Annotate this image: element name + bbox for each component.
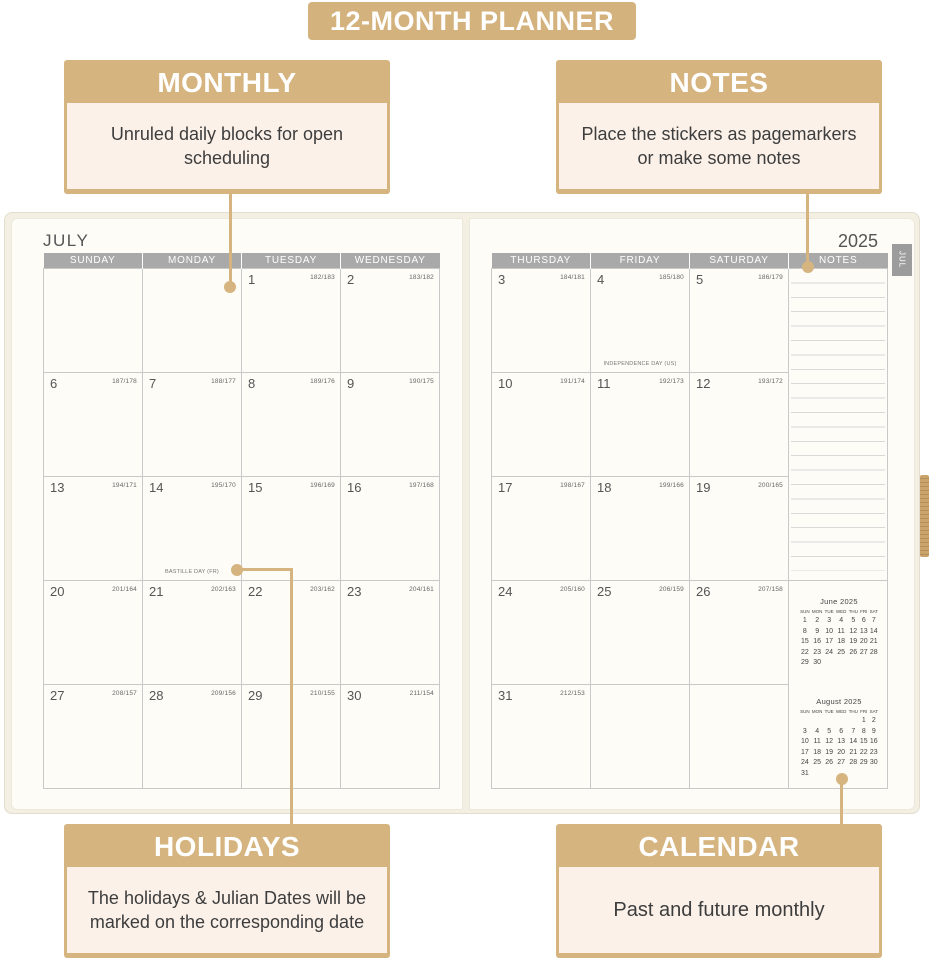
julian-date: 208/157 [112,689,137,697]
day-cell[interactable] [690,684,789,788]
mini-day: 6 [839,727,844,735]
mini-weekday: TUE [824,609,834,614]
mini-day: 30 [869,759,878,767]
mini-calendar-week [799,637,879,648]
mini-day [869,768,879,779]
mini-day [835,658,848,669]
julian-date: 204/161 [409,585,434,593]
left-header-monday: MONDAY [143,253,242,268]
mini-day: 10 [800,738,809,746]
mini-calendar-week [799,747,879,758]
day-number: 5 [696,271,704,287]
mini-day: 5 [827,727,832,735]
day-cell[interactable] [341,580,440,684]
day-cell[interactable] [242,476,341,580]
julian-date: 201/164 [112,585,137,593]
julian-date: 206/159 [659,585,684,593]
julian-date: 203/162 [310,585,335,593]
calendar-leader-line [840,780,843,824]
year-label: 2025 [838,231,879,251]
day-cell[interactable] [242,372,341,476]
day-number: 10 [498,375,513,391]
mini-day [824,768,835,779]
day-number: 12 [696,375,711,391]
day-cell[interactable] [242,268,341,372]
mini-day: 22 [800,648,809,656]
julian-date: 199/166 [659,481,684,489]
day-number: 6 [50,375,58,391]
holiday-label: BASTILLE DAY (FR) [165,568,219,575]
day-cell[interactable] [492,684,591,788]
right-header-friday: FRIDAY [591,253,690,268]
callout-monthly [64,60,390,194]
mini-day: 7 [871,617,876,625]
mini-day: 1 [802,617,807,625]
day-number: 16 [347,479,362,495]
day-number: 25 [597,583,612,599]
day-number: 31 [498,687,513,703]
mini-weekday: FRI [860,609,868,614]
day-number: 2 [347,271,355,287]
mini-calendar-week [799,716,879,727]
holidays-leader-line-v [290,568,293,824]
julian-date: 187/178 [112,377,137,385]
julian-date: 190/175 [409,377,434,385]
day-cell[interactable] [690,476,789,580]
left-header-sunday: SUNDAY [44,253,143,268]
mini-day [799,716,811,727]
mini-day: 13 [859,627,868,635]
week-row [44,268,440,372]
notes-leader-line [806,194,809,266]
mini-day [859,768,869,779]
callout-notes [556,60,882,194]
elastic-band [920,475,929,557]
julian-date: 202/163 [211,585,236,593]
julian-date: 209/156 [211,689,236,697]
julian-date: 212/153 [560,689,585,697]
callout-monthly-heading: MONTHLY [157,67,297,98]
mini-weekday: THU [848,609,858,614]
julian-date: 196/169 [310,481,335,489]
mini-day: 2 [815,617,820,625]
day-number: 19 [696,479,711,495]
julian-date: 186/179 [758,273,783,281]
right-calendar-grid [491,253,888,789]
mini-weekday: SAT [869,709,878,714]
mini-day: 25 [813,759,822,767]
mini-calendar-table [799,608,879,669]
mini-day: 26 [849,648,858,656]
mini-day: 5 [851,617,856,625]
day-number: 15 [248,479,263,495]
mini-weekday: THU [848,709,858,714]
julian-date: 189/176 [310,377,335,385]
day-cell[interactable] [492,372,591,476]
mini-day [811,716,824,727]
callout-notes-heading: NOTES [669,67,769,98]
mini-calendar-week [799,726,879,737]
mini-day [824,716,835,727]
day-cell[interactable] [44,580,143,684]
mini-day: 8 [802,627,807,635]
mini-day: 22 [859,748,868,756]
mini-day: 17 [825,638,834,646]
day-cell[interactable] [143,372,242,476]
day-cell[interactable] [44,268,143,372]
mini-day: 15 [800,638,809,646]
mini-day: 9 [815,627,820,635]
monthly-leader-dot [224,281,236,293]
right-header-thursday: THURSDAY [492,253,591,268]
julian-date: 194/171 [112,481,137,489]
mini-day [848,716,859,727]
mini-day: 7 [851,727,856,735]
julian-date: 210/155 [310,689,335,697]
mini-calendar-week [799,737,879,748]
mini-calendar-week [799,616,879,627]
mini-day: 8 [861,727,866,735]
callout-calendar-text: Past and future monthly [559,867,879,953]
mini-day: 20 [859,638,868,646]
mini-day [848,658,859,669]
page-title: 12-MONTH PLANNER [308,2,636,40]
day-number: 29 [248,687,263,703]
day-cell[interactable] [591,684,690,788]
day-number: 14 [149,479,164,495]
day-cell[interactable] [492,476,591,580]
left-header-wednesday: WEDNESDAY [341,253,440,268]
julian-date: 188/177 [211,377,236,385]
mini-day: 18 [837,638,846,646]
mini-day: 24 [825,648,834,656]
day-number: 28 [149,687,164,703]
mini-day: 14 [849,738,858,746]
right-header-notes: NOTES [789,253,888,268]
julian-date: 200/165 [758,481,783,489]
day-number: 20 [50,583,65,599]
day-number: 22 [248,583,263,599]
mini-day: 11 [837,627,845,635]
mini-day: 13 [837,738,846,746]
callout-holidays-text: The holidays & Julian Dates will be marked on the corresponding date [67,867,387,953]
mini-day: 27 [837,759,846,767]
left-header-tuesday: TUESDAY [242,253,341,268]
day-number: 13 [50,479,65,495]
mini-day: 28 [869,648,878,656]
mini-day: 21 [849,748,858,756]
day-number: 23 [347,583,362,599]
mini-calendars-area [789,580,888,788]
day-number: 24 [498,583,513,599]
notes-area[interactable] [789,268,888,580]
mini-day: 12 [849,627,858,635]
mini-weekday: SAT [869,609,878,614]
day-cell[interactable] [690,268,789,372]
julian-date: 198/167 [560,481,585,489]
mini-weekday: SUN [800,609,810,614]
day-cell[interactable] [690,372,789,476]
day-cell[interactable] [591,476,690,580]
mini-day: 20 [837,748,846,756]
julian-date: 205/160 [560,585,585,593]
mini-day [824,658,835,669]
mini-calendar-weekdays [799,708,879,716]
mini-day: 18 [813,748,822,756]
day-cell[interactable] [44,372,143,476]
day-number: 9 [347,375,355,391]
mini-day: 12 [825,738,834,746]
mini-calendar [799,697,879,779]
mini-day: 15 [859,738,868,746]
mini-day: 26 [825,759,834,767]
mini-day [869,658,879,669]
day-cell[interactable] [341,268,440,372]
day-cell[interactable] [143,476,242,580]
julian-date: 183/182 [409,273,434,281]
week-row [492,580,888,684]
callout-notes-text: Place the stickers as pagemarkers or make some notes [559,103,879,189]
mini-day [848,768,859,779]
mini-day: 17 [800,748,809,756]
mini-day: 16 [869,738,878,746]
day-cell[interactable] [341,372,440,476]
day-cell[interactable] [143,580,242,684]
julian-date: 197/168 [409,481,434,489]
day-cell[interactable] [143,684,242,788]
day-number: 18 [597,479,612,495]
mini-day: 16 [813,638,822,646]
mini-day: 14 [869,627,878,635]
holiday-label: INDEPENDENCE DAY (US) [603,360,677,367]
mini-calendar [799,597,879,669]
mini-weekday: TUE [824,709,834,714]
mini-day [835,716,848,727]
mini-day: 24 [800,759,809,767]
week-row [44,580,440,684]
mini-calendar-week [799,758,879,769]
julian-date: 207/158 [758,585,783,593]
day-number: 21 [149,583,164,599]
mini-weekday: MON [811,609,823,614]
mini-day: 23 [869,748,878,756]
julian-date: 211/154 [409,689,434,697]
month-label: JULY [43,231,90,250]
mini-calendar-week [799,626,879,637]
mini-day: 21 [869,638,878,646]
mini-day: 10 [825,627,834,635]
day-cell[interactable] [44,476,143,580]
julian-date: 185/180 [659,273,684,281]
mini-calendar-weekdays [799,608,879,616]
day-number: 26 [696,583,711,599]
left-calendar-grid [43,253,440,789]
mini-day: 30 [813,659,822,667]
mini-calendar-title: June 2025 [820,596,858,606]
day-cell[interactable] [591,372,690,476]
mini-day: 28 [849,759,858,767]
day-cell[interactable] [492,580,591,684]
callout-holidays-heading: HOLIDAYS [153,831,301,862]
mini-weekday: WED [835,609,847,614]
callout-holidays [64,824,390,958]
day-number: 30 [347,687,362,703]
notes-lines [791,269,885,571]
mini-calendar-title: August 2025 [816,696,862,706]
mini-weekday: MON [811,709,823,714]
mini-day [859,658,869,669]
day-cell[interactable] [341,684,440,788]
mini-day: 29 [800,659,809,667]
julian-date: 192/173 [659,377,684,385]
mini-day: 4 [839,617,844,625]
mini-day: 31 [800,769,809,777]
day-cell[interactable] [492,268,591,372]
mini-day: 3 [827,617,832,625]
mini-day: 19 [849,638,858,646]
callout-calendar [556,824,882,958]
week-row [44,476,440,580]
week-row [44,684,440,788]
mini-day: 3 [802,727,807,735]
callout-calendar-heading: CALENDAR [638,831,800,862]
day-cell[interactable] [591,268,690,372]
day-cell[interactable] [341,476,440,580]
mini-calendar-table [799,708,879,779]
mini-day: 2 [871,717,876,725]
julian-date: 182/183 [310,273,335,281]
day-cell[interactable] [690,580,789,684]
day-number: 7 [149,375,157,391]
mini-day: 29 [859,759,868,767]
julian-date: 184/181 [560,273,585,281]
callout-monthly-text: Unruled daily blocks for open scheduling [67,103,387,189]
mini-day: 9 [871,727,876,735]
mini-day: 23 [813,648,822,656]
mini-day: 1 [861,717,866,725]
week-row [492,268,888,372]
mini-day: 6 [861,617,866,625]
julian-date: 193/172 [758,377,783,385]
holidays-leader-line-h [237,568,293,571]
mini-day: 4 [815,727,820,735]
mini-weekday: FRI [860,709,868,714]
mini-day: 25 [837,648,846,656]
week-row [44,372,440,476]
mini-weekday: WED [835,709,847,714]
mini-day: 11 [813,738,821,746]
day-number: 3 [498,271,506,287]
day-cell[interactable] [591,580,690,684]
day-number: 17 [498,479,513,495]
day-number: 4 [597,271,605,287]
notes-leader-dot [802,261,814,273]
day-cell[interactable] [44,684,143,788]
right-header-saturday: SATURDAY [690,253,789,268]
day-number: 1 [248,271,256,287]
monthly-leader-line [229,194,232,286]
month-tab: JUL [892,244,912,276]
julian-date: 195/170 [211,481,236,489]
mini-day: 27 [859,648,868,656]
julian-date: 191/174 [560,377,585,385]
day-number: 8 [248,375,256,391]
mini-day [811,768,824,779]
mini-day: 19 [825,748,834,756]
day-number: 27 [50,687,65,703]
mini-calendar-week [799,647,879,658]
day-number: 11 [597,375,611,391]
mini-weekday: SUN [800,709,810,714]
mini-calendar-week [799,658,879,669]
